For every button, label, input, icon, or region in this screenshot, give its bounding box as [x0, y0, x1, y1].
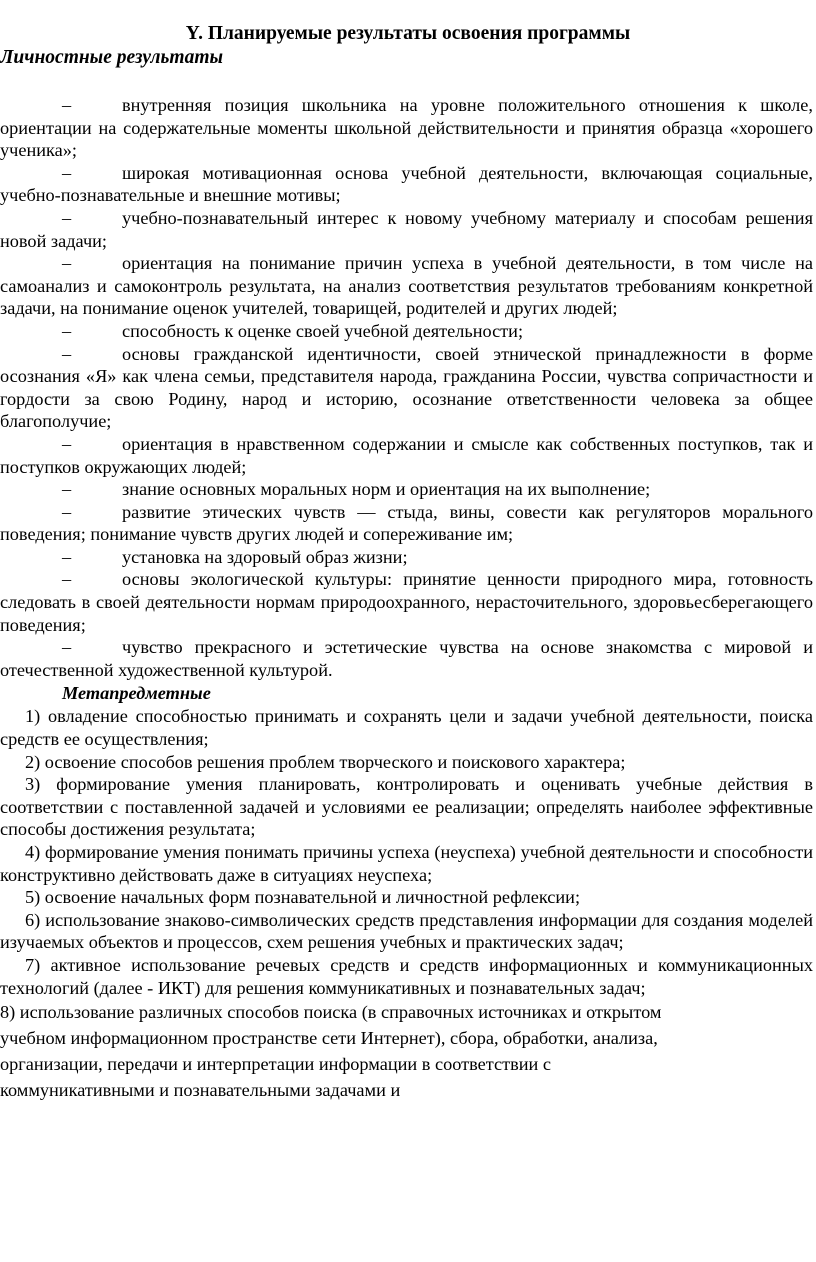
personal-result-text: основы экологической культуры: принятие ценности природного мира, готовность следовать в своей деятельности нормам природоохранного, нерасточительного, здоровьесберегающего поведения; [0, 569, 813, 635]
meta-result-item: 3) формирование умения планировать, контролировать и оценивать учебные действия в соответствии с поставленной задачей и условиями ее реализации; определять наиболее эффективные способы достижения результата; [0, 774, 813, 840]
personal-result-text: внутренняя позиция школьника на уровне положительного отношения к школе, ориентации на содержательные моменты школьной действительности и принятия образца «хорошего ученика»; [0, 95, 813, 161]
bullet-dash: – [62, 207, 72, 228]
bullet-dash: – [62, 162, 72, 183]
bullet-dash: – [62, 95, 72, 115]
meta-item-8 [0, 999, 813, 1103]
personal-results-heading: Личностные результаты [0, 47, 224, 68]
personal-result-item [0, 252, 813, 320]
personal-result-item [0, 207, 813, 252]
personal-result-text: знание основных моральных норм и ориентация на их выполнение; [122, 479, 651, 500]
meta-results-list [0, 705, 813, 999]
personal-result-item [0, 636, 813, 681]
personal-results-list [0, 94, 813, 681]
bullet-dash: – [62, 501, 72, 522]
meta-item-8-line: организации, передачи и интерпретации информации в соответствии с [0, 1054, 551, 1075]
meta-result-item: 1) овладение способностью принимать и сохранять цели и задачи учебной деятельности, поиска средств ее осуществления; [0, 706, 813, 750]
personal-result-item [0, 546, 813, 569]
bullet-dash: – [62, 546, 72, 567]
personal-result-text: ориентация на понимание причин успеха в учебной деятельности, в том числе на самоанализ и самоконтроль результата, на анализ соответствия результатов требованиям конкретной задачи, на понимание оценок учителей, товарищей, родителей и других людей; [0, 253, 813, 319]
personal-result-text: развитие этических чувств — стыда, вины, совести как регуляторов морального поведения; понимание чувств других людей и сопереживание им; [0, 501, 813, 545]
personal-result-text: широкая мотивационная основа учебной деятельности, включающая социальные, учебно-познавательные и внешние мотивы; [0, 162, 813, 206]
personal-result-item [0, 478, 813, 501]
bullet-dash: – [62, 343, 72, 364]
bullet-dash: – [62, 253, 72, 274]
meta-result-item: 2) освоение способов решения проблем творческого и поискового характера; [25, 751, 626, 772]
document-body [0, 94, 813, 1103]
personal-result-item [0, 501, 813, 546]
bullet-dash: – [62, 320, 72, 341]
personal-result-text: основы гражданской идентичности, своей этнической принадлежности в форме осознания «Я» как члена семьи, представителя народа, гражданина России, чувства сопричастности и гордости за свою Родину, народ и историю, осознание ответственности человека за общее благополучие; [0, 343, 813, 432]
personal-result-item [0, 94, 813, 162]
personal-result-text: учебно-познавательный интерес к новому учебному материалу и способам решения новой задачи; [0, 207, 813, 251]
personal-result-text: способность к оценке своей учебной деятельности; [122, 320, 524, 341]
meta-results-heading: Метапредметные [62, 683, 211, 704]
meta-item-8-line: 8) использование различных способов поиска (в справочных источниках и открытом [0, 1002, 662, 1023]
bullet-dash: – [62, 433, 72, 454]
meta-result-item: 4) формирование умения понимать причины успеха (неуспеха) учебной деятельности и способности конструктивно действовать даже в ситуациях неуспеха; [0, 842, 813, 885]
meta-item-8-line: учебном информационном пространстве сети Интернет), сбора, обработки, анализа, [0, 1028, 658, 1049]
personal-result-item [0, 162, 813, 207]
meta-result-item: 7) активное использование речевых средств и средств информационных и коммуникационных технологий (далее - ИКТ) для решения коммуникативных и познавательных задач; [0, 954, 813, 998]
personal-result-text: чувство прекрасного и эстетические чувства на основе знакомства с мировой и отечественной художественной культурой. [0, 637, 813, 680]
personal-result-item [0, 568, 813, 636]
personal-result-item [0, 433, 813, 478]
bullet-dash: – [62, 637, 72, 658]
section-title: Y. Планируемые результаты освоения программы [185, 23, 631, 44]
personal-result-text: ориентация в нравственном содержании и смысле как собственных поступков, так и поступков окружающих людей; [0, 433, 813, 477]
meta-result-item: 5) освоение начальных форм познавательной и личностной рефлексии; [25, 887, 581, 908]
meta-result-item: 6) использование знаково-символических средств представления информации для создания моделей изучаемых объектов и процессов, схем решения учебных и практических задач; [0, 909, 813, 953]
personal-result-item [0, 343, 813, 433]
personal-result-text: установка на здоровый образ жизни; [122, 546, 408, 567]
bullet-dash: – [62, 479, 72, 500]
personal-result-item [0, 320, 813, 343]
meta-item-8-line: коммуникативными и познавательными задачами и [0, 1080, 401, 1101]
bullet-dash: – [62, 569, 72, 590]
